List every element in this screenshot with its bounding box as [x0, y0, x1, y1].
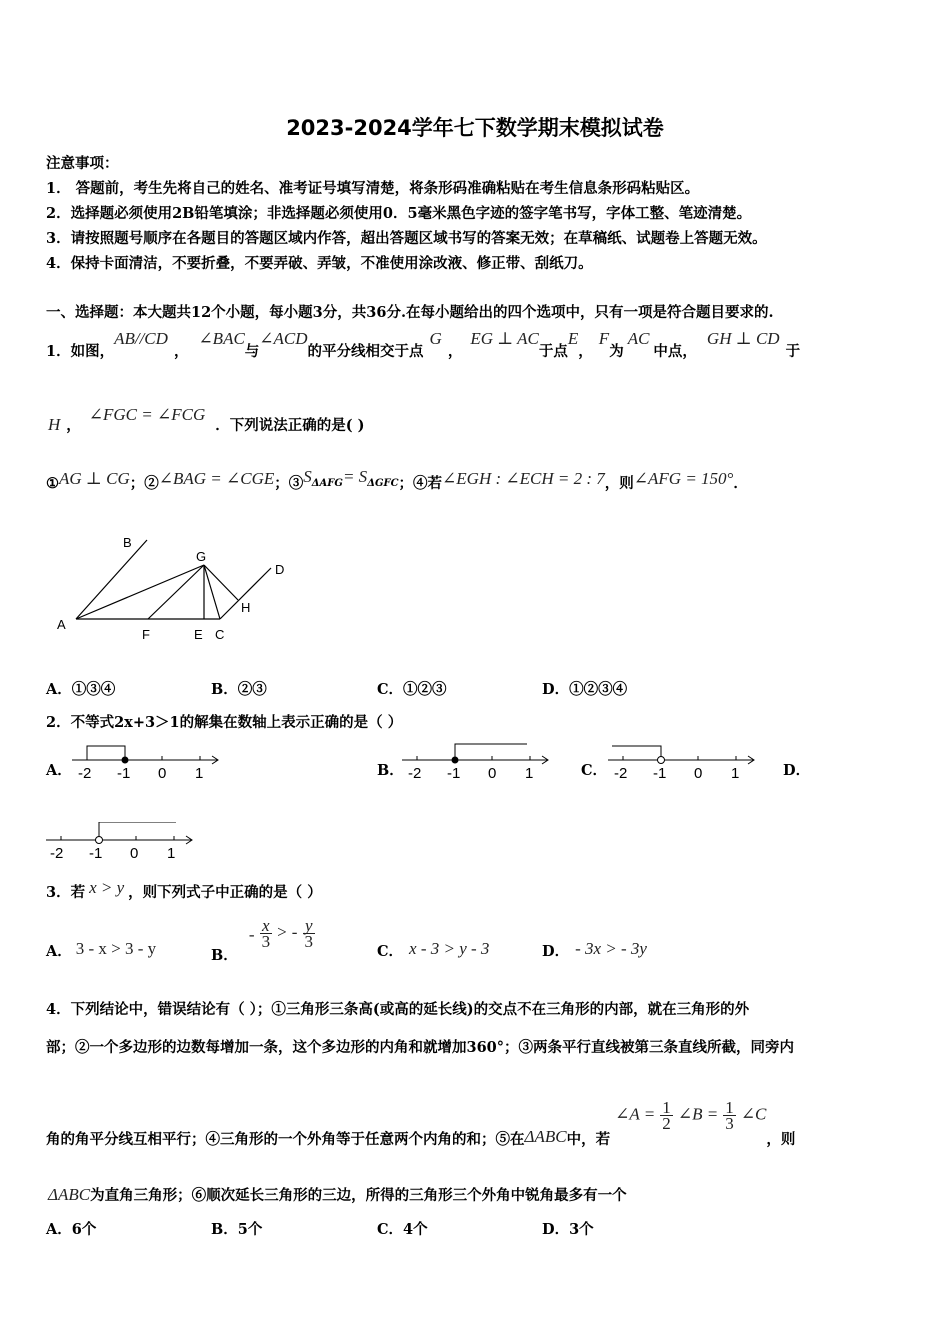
svg-text:-1: -1: [117, 765, 131, 782]
q1-option-d[interactable]: D．①②③④: [542, 681, 628, 698]
q4-line3: 角的角平分线互相平行；④三角形的一个外角等于任意两个内角的和；⑤在ΔABC中，若 ∠A = $\frac{1}{2}$ ∠B = $\frac{1}{3}$ ∠C，则: [46, 1098, 796, 1148]
line-AB: [76, 540, 147, 619]
q4-option-b[interactable]: B．5个: [211, 1221, 263, 1238]
label-C: C: [215, 627, 225, 642]
label-F: F: [142, 627, 150, 642]
note-item-4: 4．保持卡面清洁，不要折叠，不要弄破、弄皱，不准使用涂改液、修正带、刮纸刀。: [46, 255, 593, 272]
section-heading: 一、选择题：本大题共12个小题，每小题3分，共36分.在每小题给出的四个选项中，只有一项是符合题目要求的.: [46, 304, 774, 321]
svg-text:0: 0: [130, 845, 139, 862]
q4-line1: 4．下列结论中，错误结论有（ ）；①三角形三条高(或高的延长线)的交点不在三角形的内部，就在三角形的外: [46, 1001, 750, 1018]
q4-option-c[interactable]: C．4个: [377, 1221, 428, 1238]
label-A: A: [57, 617, 66, 632]
svg-text:-2: -2: [408, 765, 422, 782]
label-D: D: [275, 562, 285, 577]
svg-text:-1: -1: [447, 765, 461, 782]
notes-heading: 注意事项：: [46, 155, 119, 172]
q2-number-line-b[interactable]: [400, 742, 555, 782]
q4-option-d[interactable]: D．3个: [542, 1221, 594, 1238]
svg-text:1: 1: [731, 765, 740, 782]
svg-text:-1: -1: [89, 845, 103, 862]
svg-text:1: 1: [525, 765, 534, 782]
q2-number-line-a[interactable]: [70, 742, 225, 782]
q3-option-a[interactable]: A． 3 - x > 3 - y: [46, 939, 157, 960]
q4-line2: 部；②一个多边形的边数每增加一条，这个多边形的内角和就增加360°；③两条平行直线被第三条直线所截，同旁内: [46, 1039, 795, 1056]
svg-text:-1: -1: [653, 765, 667, 782]
line-AG: [76, 565, 204, 619]
q3-option-b[interactable]: B． - $\frac{x}{3}$ > - $\frac{y}{3}$: [211, 916, 314, 964]
q1-geometry-figure: [50, 530, 300, 650]
svg-text:0: 0: [488, 765, 497, 782]
q1-option-b[interactable]: B．②③: [211, 681, 267, 698]
page-title: 2023-2024学年七下数学期末模拟试卷: [286, 116, 664, 140]
line-GF: [148, 565, 204, 619]
label-G: G: [196, 549, 207, 564]
svg-text:0: 0: [158, 765, 167, 782]
svg-text:-2: -2: [50, 845, 64, 862]
q4-option-a[interactable]: A．6个: [46, 1221, 97, 1238]
label-H: H: [241, 600, 251, 615]
svg-text:1: 1: [167, 845, 176, 862]
label-B: B: [123, 535, 132, 550]
label-E: E: [194, 627, 203, 642]
q3-text: 3．若 x > y ，则下列式子中正确的是（ ）: [46, 878, 322, 901]
q2-option-a-label[interactable]: A．: [46, 762, 72, 779]
q2-option-c-label[interactable]: C．: [581, 762, 608, 779]
svg-text:-2: -2: [78, 765, 92, 782]
q1-line1: 1．如图，AB//CD，∠BAC与∠ACD的平分线相交于点G，EG ⊥ AC于点E，F为AC中点，GH ⊥ CD于: [46, 329, 801, 360]
q2-number-line-d[interactable]: [44, 822, 199, 862]
svg-text:1: 1: [195, 765, 204, 782]
svg-text:0: 0: [694, 765, 703, 782]
q1-statements: ①AG ⊥ CG；②∠BAG = ∠CGE；③SΔAFG= SΔGFC；④若∠EGH : ∠ECH = 2 : 7，则∠AFG = 150°．: [46, 467, 748, 492]
q2-option-d-label[interactable]: D．: [783, 762, 811, 779]
note-item-2: 2．选择题必须使用2B铅笔填涂；非选择题必须使用0．5毫米黑色字迹的签字笔书写，字体工整、笔迹清楚。: [46, 205, 752, 222]
q2-text: 2．不等式2x+3＞1的解集在数轴上表示正确的是（ ）: [46, 714, 403, 731]
q2-number-line-c[interactable]: [606, 742, 761, 782]
svg-text:-2: -2: [614, 765, 628, 782]
note-item-3: 3．请按照题号顺序在各题目的答题区域内作答，超出答题区域书写的答案无效；在草稿纸、试题卷上答题无效。: [46, 230, 767, 247]
q1-line2: H ，∠FGC = ∠FCG．下列说法正确的是( ): [48, 405, 365, 434]
q3-option-c[interactable]: C． x - 3 > y - 3: [377, 939, 490, 960]
q3-option-d[interactable]: D． - 3x > - 3y: [542, 939, 647, 960]
q2-option-b-label[interactable]: B．: [377, 762, 404, 779]
q1-option-a[interactable]: A．①③④: [46, 681, 116, 698]
note-item-1: 1． 答题前，考生先将自己的姓名、准考证号填写清楚，将条形码准确粘贴在考生信息条形码粘贴区。: [46, 180, 700, 197]
q1-option-c[interactable]: C．①②③: [377, 681, 447, 698]
q4-line4: ΔABC为直角三角形；⑥顺次延长三角形的三边，所得的三角形三个外角中锐角最多有一个: [48, 1185, 627, 1204]
